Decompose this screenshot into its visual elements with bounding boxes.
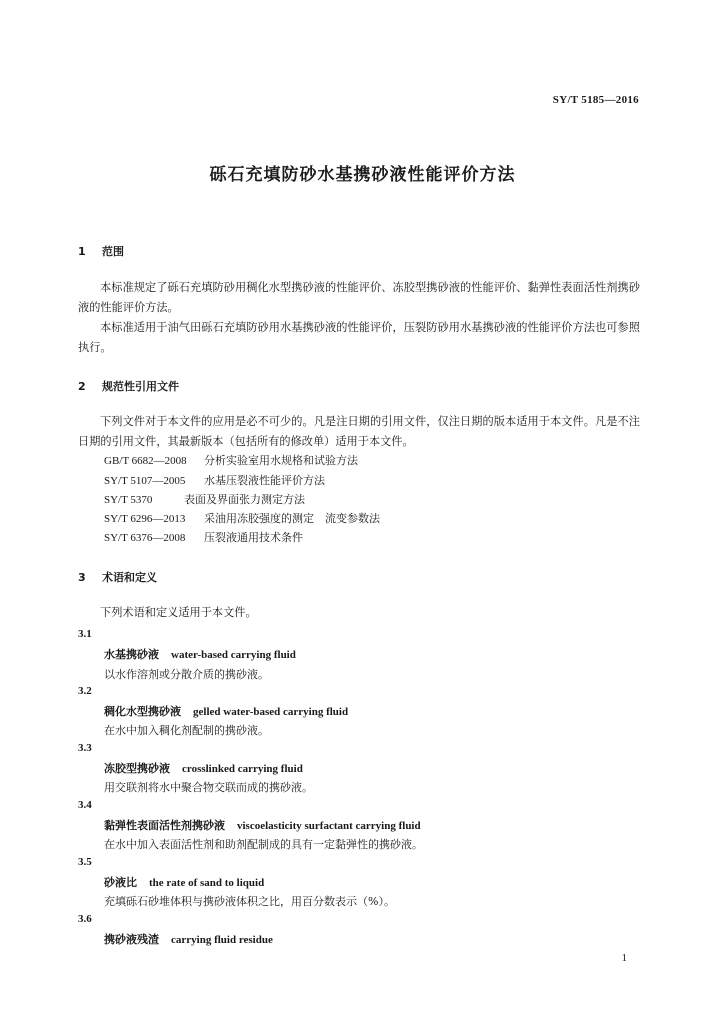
reference-code: SY/T 6296—2013 [104, 513, 186, 525]
reference-item [104, 472, 325, 490]
section-3-heading [78, 569, 157, 585]
section-number: 2 [78, 380, 86, 393]
term-name [104, 646, 296, 662]
term-definition: 用交联剂将水中聚合物交联而成的携砂液。 [104, 781, 313, 794]
reference-item [104, 529, 303, 547]
section-3-intro: 下列术语和定义适用于本文件。 [100, 606, 257, 619]
section-number: 1 [78, 245, 86, 258]
term-definition: 以水作溶剂或分散介质的携砂液。 [104, 668, 269, 681]
section-title: 术语和定义 [102, 571, 157, 584]
reference-title: 表面及界面张力测定方法 [184, 493, 305, 506]
reference-code: SY/T 5107—2005 [104, 475, 186, 487]
term-definition: 在水中加入稠化剂配制的携砂液。 [104, 724, 269, 737]
term-zh: 砂液比 [104, 876, 137, 889]
reference-item [104, 491, 305, 509]
term-name [104, 703, 348, 719]
reference-code: SY/T 6376—2008 [104, 532, 186, 544]
reference-item [104, 510, 380, 528]
reference-title: 采油用冻胶强度的测定 流变参数法 [204, 512, 380, 525]
section-2-intro: 下列文件对于本文件的应用是必不可少的。凡是注日期的引用文件，仅注日期的版本适用于本文件。凡是不注日期的引用文件，其最新版本（包括所有的修改单）适用于本文件。 [78, 415, 640, 448]
term-number: 3.3 [78, 742, 92, 754]
section-2-heading [78, 378, 179, 394]
document-title: 砾石充填防砂水基携砂液性能评价方法 [209, 165, 516, 185]
term-name [104, 760, 303, 776]
term-number: 3.2 [78, 685, 92, 697]
term-zh: 携砂液残渣 [104, 933, 159, 946]
term-zh: 水基携砂液 [104, 648, 159, 661]
term-zh: 黏弹性表面活性剂携砂液 [104, 819, 225, 832]
term-definition: 充填砾石砂堆体积与携砂液体积之比，用百分数表示（%）。 [104, 895, 395, 908]
page-number: 1 [621, 952, 627, 964]
section-1-para-1: 本标准规定了砾石充填防砂用稠化水型携砂液的性能评价、冻胶型携砂液的性能评价、黏弹性表面活性剂携砂液的性能评价方法。 [78, 281, 640, 314]
term-number: 3.6 [78, 913, 92, 925]
term-number: 3.5 [78, 856, 92, 868]
term-definition: 在水中加入表面活性剂和助剂配制成的具有一定黏弹性的携砂液。 [104, 838, 423, 851]
section-1-para-2: 本标准适用于油气田砾石充填防砂用水基携砂液的性能评价，压裂防砂用水基携砂液的性能评价方法也可参照执行。 [78, 321, 640, 354]
term-en: gelled water-based carrying fluid [193, 706, 349, 718]
term-en: the rate of sand to liquid [149, 877, 265, 889]
term-zh: 冻胶型携砂液 [104, 762, 170, 775]
reference-item [104, 452, 358, 470]
section-title: 规范性引用文件 [102, 380, 179, 393]
section-1-heading [78, 243, 124, 259]
reference-title: 水基压裂液性能评价方法 [204, 474, 325, 487]
term-name [104, 931, 273, 947]
reference-title: 压裂液通用技术条件 [204, 531, 303, 544]
reference-title: 分析实验室用水规格和试验方法 [204, 454, 358, 467]
term-zh: 稠化水型携砂液 [104, 705, 181, 718]
term-number: 3.4 [78, 799, 92, 811]
reference-code: SY/T 5370 [104, 494, 153, 506]
standard-code: SY/T 5185—2016 [552, 94, 639, 106]
reference-code: GB/T 6682—2008 [104, 455, 187, 467]
term-name [104, 874, 264, 890]
term-en: viscoelasticity surfactant carrying fluid [237, 820, 421, 832]
term-name [104, 817, 421, 833]
section-title: 范围 [102, 245, 124, 258]
term-en: crosslinked carrying fluid [182, 763, 303, 775]
term-en: carrying fluid residue [171, 934, 273, 946]
section-number: 3 [78, 571, 86, 584]
term-number: 3.1 [78, 628, 92, 640]
term-en: water-based carrying fluid [171, 649, 296, 661]
